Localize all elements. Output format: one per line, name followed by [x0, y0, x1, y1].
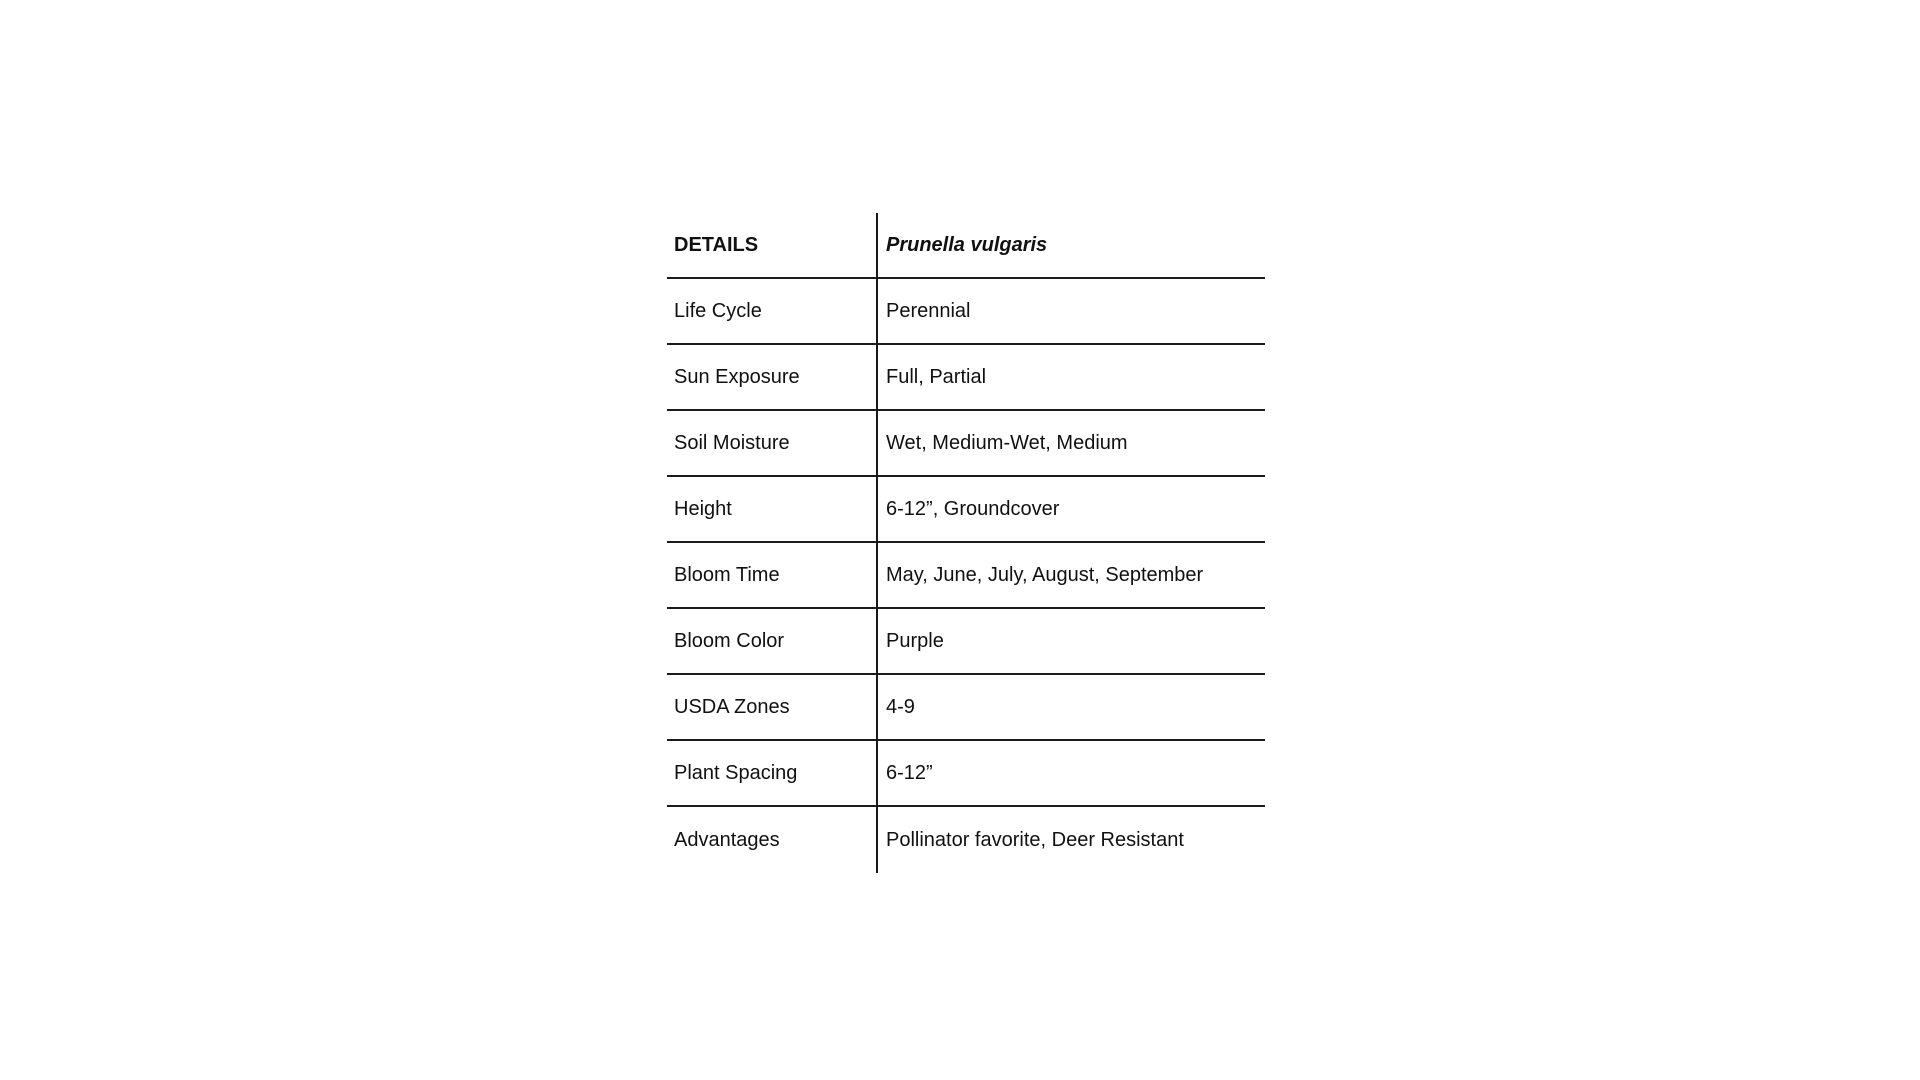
- row-label: Bloom Time: [667, 543, 878, 607]
- table-row: [667, 279, 1265, 345]
- row-label: Plant Spacing: [667, 741, 878, 805]
- table-header-row: [667, 213, 1265, 279]
- table-row: [667, 543, 1265, 609]
- row-value: Pollinator favorite, Deer Resistant: [886, 828, 1184, 851]
- table-row: [667, 741, 1265, 807]
- table-row: [667, 609, 1265, 675]
- row-label: USDA Zones: [667, 675, 878, 739]
- row-value: Purple: [886, 629, 944, 652]
- row-value: 6-12”: [886, 761, 933, 784]
- row-label: Bloom Color: [667, 609, 878, 673]
- table-row: [667, 477, 1265, 543]
- row-label: Life Cycle: [667, 279, 878, 343]
- table-row: [667, 807, 1265, 873]
- row-label: Soil Moisture: [667, 411, 878, 475]
- plant-details-table: [667, 213, 1265, 873]
- table-row: [667, 345, 1265, 411]
- row-value: Perennial: [886, 299, 971, 322]
- table-row: [667, 411, 1265, 477]
- row-label: Sun Exposure: [667, 345, 878, 409]
- row-value: Full, Partial: [886, 365, 987, 388]
- row-label: Advantages: [667, 807, 878, 873]
- table-row: [667, 675, 1265, 741]
- row-value: 6-12”, Groundcover: [886, 497, 1060, 520]
- species-name: Prunella vulgaris: [886, 233, 1048, 256]
- row-value: 4-9: [886, 695, 915, 718]
- row-value: Wet, Medium-Wet, Medium: [886, 431, 1128, 454]
- row-label: Height: [667, 477, 878, 541]
- row-value: May, June, July, August, September: [886, 563, 1204, 586]
- header-label: DETAILS: [667, 213, 878, 277]
